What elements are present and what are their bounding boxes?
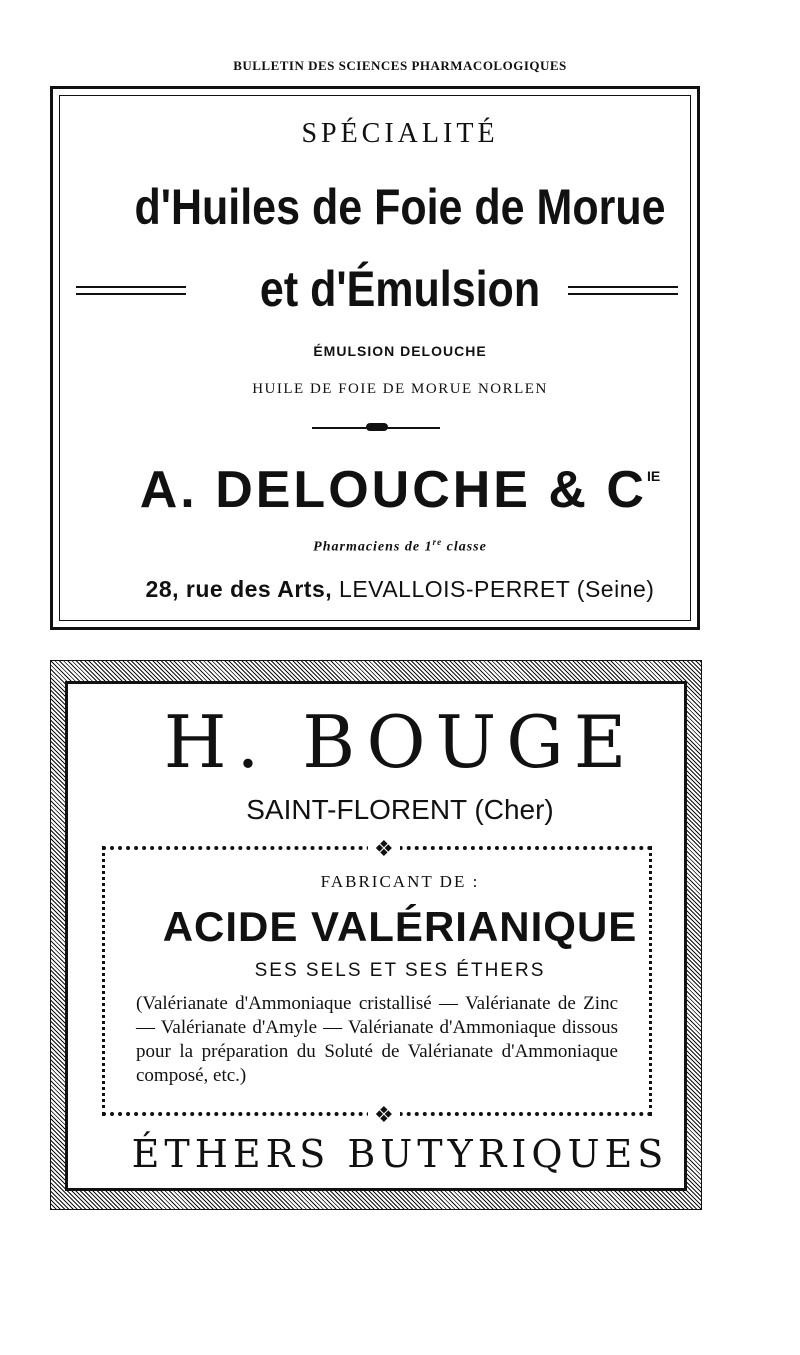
- specialite-heading: SPÉCIALITÉ: [301, 118, 499, 149]
- bouge-place: SAINT-FLORENT (Cher): [246, 794, 554, 825]
- bouge-name: H. BOUGE: [163, 700, 637, 784]
- company-name: [0, 460, 800, 520]
- company-address: [0, 576, 800, 603]
- company-name-suffix: IE: [647, 468, 661, 484]
- product-title: ACIDE VALÉRIANIQUE: [162, 903, 638, 950]
- emulsion-delouche-label: ÉMULSION DELOUCHE: [313, 343, 487, 359]
- product-subtitle: SES SELS ET SES ÉTHERS: [254, 960, 546, 981]
- fabricant-label: FABRICANT DE :: [320, 872, 480, 891]
- fleuron-top-icon: ❖: [368, 836, 400, 862]
- pharmaciens-text-b: classe: [442, 539, 487, 555]
- double-rule-right: [568, 284, 678, 298]
- product-details: (Valérianate d'Ammoniaque cristallisé — Valérianate de Zinc — Valérianate d'Amyle — Valérianate d'Ammoniaque dissous pour la préparation du Soluté de Valérianate d'Ammoniaque composé, etc.): [136, 993, 618, 1086]
- pharmaciens-subtitle: [0, 537, 800, 556]
- company-name-text: A. DELOUCHE & C: [139, 461, 647, 519]
- fleuron-bottom-icon: ❖: [368, 1102, 400, 1128]
- huile-norlen-label: HUILE DE FOIE DE MORUE NORLEN: [252, 381, 548, 397]
- pharmaciens-ordinal: re: [432, 537, 443, 547]
- address-street: 28, rue des Arts,: [145, 576, 340, 602]
- address-region: (Seine): [569, 576, 655, 602]
- emulsion-heading: et d'Émulsion: [259, 261, 541, 317]
- ethers-footer: ÉTHERS BUTYRIQUES: [131, 1132, 669, 1176]
- address-town: LEVALLOIS-PERRET: [339, 576, 570, 602]
- pharmaciens-text-a: Pharmaciens de 1: [313, 539, 433, 555]
- huiles-heading: d'Huiles de Foie de Morue: [134, 179, 666, 235]
- ornament-dash: [366, 423, 388, 431]
- running-head: BULLETIN DES SCIENCES PHARMACOLOGIQUES: [233, 58, 567, 73]
